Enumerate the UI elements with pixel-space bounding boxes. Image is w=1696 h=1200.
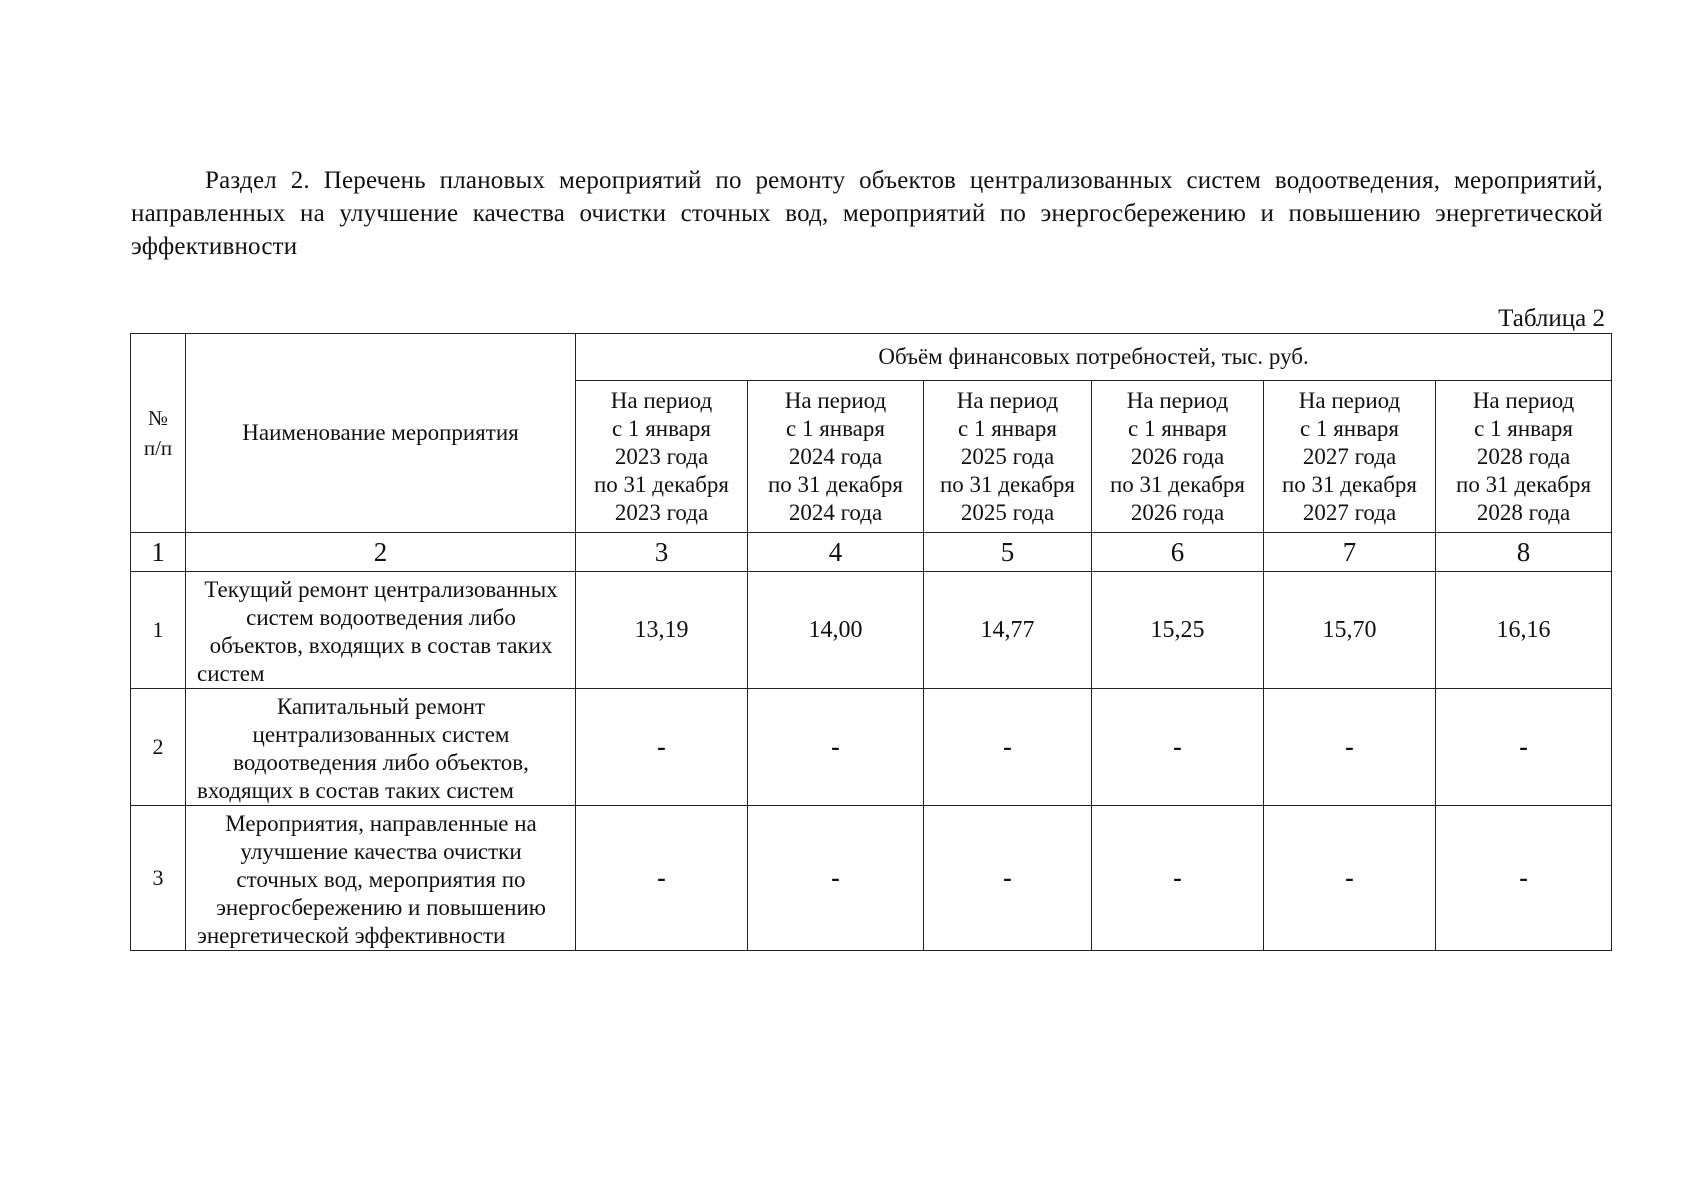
period-label: На период с 1 января 2026 года по 31 декабря 2026 года xyxy=(1109,387,1246,525)
value-cell: 15,70 xyxy=(1264,572,1436,689)
value-cell: - xyxy=(576,689,748,806)
activity-name: Текущий ремонт централизованных систем водоотведения либо объектов, входящих в состав таких систем xyxy=(186,572,576,689)
header-period-2026 xyxy=(1092,381,1264,533)
column-number: 6 xyxy=(1092,533,1264,572)
value-cell: 14,77 xyxy=(924,572,1092,689)
section-heading: Раздел 2. Перечень плановых мероприятий по ремонту объектов централизованных систем водоотведения, мероприятий, направленных на улучшение качества очистки сточных вод, мероприятий по энергосбережению и повышению энергетической эффективности xyxy=(131,167,1603,260)
column-number: 1 xyxy=(131,533,186,572)
column-number: 4 xyxy=(748,533,924,572)
value-cell: 16,16 xyxy=(1436,572,1612,689)
value-cell: - xyxy=(924,806,1092,951)
column-number-row xyxy=(131,533,1612,572)
header-period-2024 xyxy=(748,381,924,533)
column-number: 2 xyxy=(186,533,576,572)
table-row xyxy=(131,806,1612,951)
value-cell: - xyxy=(1092,689,1264,806)
value-cell: - xyxy=(1436,689,1612,806)
column-number: 5 xyxy=(924,533,1092,572)
value-cell: 14,00 xyxy=(748,572,924,689)
header-period-2027 xyxy=(1264,381,1436,533)
header-financial-needs-label: Объём финансовых потребностей, тыс. руб. xyxy=(878,344,1309,369)
value-cell: 15,25 xyxy=(1092,572,1264,689)
row-number: 3 xyxy=(131,806,186,951)
period-label: На период с 1 января 2028 года по 31 декабря 2028 года xyxy=(1456,387,1592,525)
column-number: 3 xyxy=(576,533,748,572)
value-cell: - xyxy=(576,806,748,951)
financial-needs-table xyxy=(130,333,1612,951)
value-cell: - xyxy=(924,689,1092,806)
header-period-2023 xyxy=(576,381,748,533)
table-row xyxy=(131,572,1612,689)
header-activity-name xyxy=(186,334,576,533)
value-cell: - xyxy=(1436,806,1612,951)
activity-name: Мероприятия, направленные на улучшение качества очистки сточных вод, мероприятия по энергосбережению и повышению энергетической эффективности xyxy=(186,806,576,951)
header-row-number xyxy=(131,334,186,533)
row-number: 1 xyxy=(131,572,186,689)
header-period-2028 xyxy=(1436,381,1612,533)
period-label: На период с 1 января 2024 года по 31 декабря 2024 года xyxy=(767,387,904,525)
period-label: На период с 1 января 2025 года по 31 декабря 2025 года xyxy=(939,387,1076,525)
value-cell: 13,19 xyxy=(576,572,748,689)
period-label: На период с 1 января 2027 года по 31 декабря 2027 года xyxy=(1281,387,1418,525)
value-cell: - xyxy=(748,806,924,951)
value-cell: - xyxy=(1092,806,1264,951)
header-activity-name-label: Наименование мероприятия xyxy=(242,420,519,445)
value-cell: - xyxy=(1264,806,1436,951)
value-cell: - xyxy=(1264,689,1436,806)
row-number: 2 xyxy=(131,689,186,806)
table-row xyxy=(131,689,1612,806)
column-number: 7 xyxy=(1264,533,1436,572)
period-label: На период с 1 января 2023 года по 31 декабря 2023 года xyxy=(593,387,730,525)
table-caption: Таблица 2 xyxy=(1498,305,1605,332)
activity-name: Капитальный ремонт централизованных систем водоотведения либо объектов, входящих в состав таких систем xyxy=(186,689,576,806)
value-cell: - xyxy=(748,689,924,806)
header-row-number-label: № п/п xyxy=(143,406,173,460)
header-financial-needs xyxy=(576,334,1612,381)
column-number: 8 xyxy=(1436,533,1612,572)
header-period-2025 xyxy=(924,381,1092,533)
